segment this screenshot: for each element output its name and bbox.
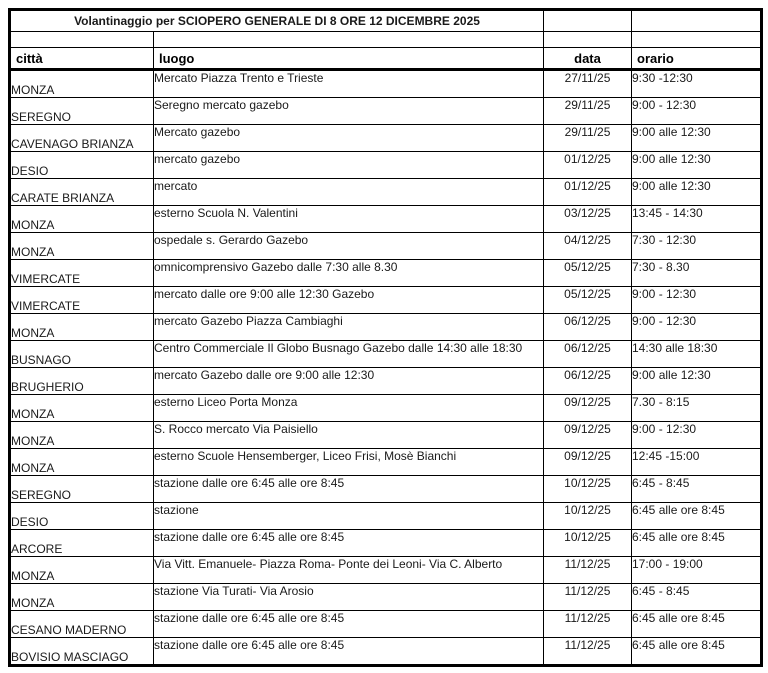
cell-citta: BRUGHERIO <box>10 368 154 395</box>
cell-data: 05/12/25 <box>544 260 632 287</box>
cell-luogo: Mercato Piazza Trento e Trieste <box>154 70 544 98</box>
strike-schedule-table <box>8 8 763 667</box>
cell-orario: 6:45 alle ore 8:45 <box>632 530 762 557</box>
table-row <box>10 152 762 179</box>
cell-orario: 6:45 alle ore 8:45 <box>632 638 762 666</box>
cell-data: 11/12/25 <box>544 638 632 666</box>
cell-citta: MONZA <box>10 233 154 260</box>
cell-citta: MONZA <box>10 422 154 449</box>
cell-orario: 9:30 -12:30 <box>632 70 762 98</box>
cell-luogo: S. Rocco mercato Via Paisiello <box>154 422 544 449</box>
cell-luogo: Mercato gazebo <box>154 125 544 152</box>
cell-data: 29/11/25 <box>544 98 632 125</box>
cell-citta: CARATE BRIANZA <box>10 179 154 206</box>
cell-citta: BOVISIO MASCIAGO <box>10 638 154 666</box>
cell-citta: SEREGNO <box>10 476 154 503</box>
cell-citta: BUSNAGO <box>10 341 154 368</box>
cell-luogo: esterno Liceo Porta Monza <box>154 395 544 422</box>
cell-data: 10/12/25 <box>544 476 632 503</box>
column-header-citta: città <box>10 48 154 70</box>
table-row <box>10 206 762 233</box>
table-row <box>10 125 762 152</box>
cell-citta: CESANO MADERNO <box>10 611 154 638</box>
table-header-row <box>10 48 762 70</box>
cell-orario: 9:00 - 12:30 <box>632 314 762 341</box>
cell-data: 29/11/25 <box>544 125 632 152</box>
table-row <box>10 476 762 503</box>
empty-cell <box>632 10 762 32</box>
empty-cell <box>632 32 762 48</box>
table-row <box>10 557 762 584</box>
cell-luogo: mercato Gazebo dalle ore 9:00 alle 12:30 <box>154 368 544 395</box>
cell-citta: MONZA <box>10 70 154 98</box>
cell-luogo: stazione dalle ore 6:45 alle ore 8:45 <box>154 611 544 638</box>
cell-citta: ARCORE <box>10 530 154 557</box>
column-header-orario: orario <box>632 48 762 70</box>
cell-data: 05/12/25 <box>544 287 632 314</box>
cell-luogo: esterno Scuole Hensemberger, Liceo Frisi, Mosè Bianchi <box>154 449 544 476</box>
cell-data: 10/12/25 <box>544 530 632 557</box>
cell-orario: 12:45 -15:00 <box>632 449 762 476</box>
cell-orario: 9:00 alle 12:30 <box>632 368 762 395</box>
cell-orario: 6:45 - 8:45 <box>632 476 762 503</box>
table-row <box>10 368 762 395</box>
cell-orario: 9:00 - 12:30 <box>632 98 762 125</box>
cell-data: 09/12/25 <box>544 449 632 476</box>
cell-luogo: mercato Gazebo Piazza Cambiaghi <box>154 314 544 341</box>
table-row <box>10 611 762 638</box>
spacer-row <box>10 32 762 48</box>
cell-orario: 6:45 alle ore 8:45 <box>632 611 762 638</box>
cell-luogo: stazione dalle ore 6:45 alle ore 8:45 <box>154 638 544 666</box>
cell-orario: 7:30 - 8.30 <box>632 260 762 287</box>
cell-data: 10/12/25 <box>544 503 632 530</box>
cell-luogo: stazione Via Turati- Via Arosio <box>154 584 544 611</box>
cell-citta: SEREGNO <box>10 98 154 125</box>
cell-luogo: mercato gazebo <box>154 152 544 179</box>
table-row <box>10 287 762 314</box>
cell-citta: MONZA <box>10 206 154 233</box>
cell-citta: MONZA <box>10 314 154 341</box>
cell-luogo: Seregno mercato gazebo <box>154 98 544 125</box>
table-row <box>10 260 762 287</box>
cell-luogo: stazione dalle ore 6:45 alle ore 8:45 <box>154 476 544 503</box>
cell-data: 11/12/25 <box>544 557 632 584</box>
table-row <box>10 98 762 125</box>
cell-data: 04/12/25 <box>544 233 632 260</box>
cell-data: 06/12/25 <box>544 314 632 341</box>
title-row <box>10 10 762 32</box>
cell-citta: MONZA <box>10 449 154 476</box>
cell-orario: 14:30 alle 18:30 <box>632 341 762 368</box>
cell-orario: 7.30 - 8:15 <box>632 395 762 422</box>
cell-data: 09/12/25 <box>544 422 632 449</box>
cell-data: 11/12/25 <box>544 611 632 638</box>
cell-citta: MONZA <box>10 395 154 422</box>
table-row <box>10 503 762 530</box>
cell-data: 09/12/25 <box>544 395 632 422</box>
cell-data: 03/12/25 <box>544 206 632 233</box>
cell-luogo: stazione dalle ore 6:45 alle ore 8:45 <box>154 530 544 557</box>
empty-cell <box>544 10 632 32</box>
cell-data: 06/12/25 <box>544 341 632 368</box>
cell-citta: DESIO <box>10 152 154 179</box>
empty-cell <box>154 32 544 48</box>
cell-citta: CAVENAGO BRIANZA <box>10 125 154 152</box>
cell-orario: 9:00 - 12:30 <box>632 287 762 314</box>
cell-luogo: mercato <box>154 179 544 206</box>
cell-citta: VIMERCATE <box>10 260 154 287</box>
cell-citta: VIMERCATE <box>10 287 154 314</box>
table-row <box>10 584 762 611</box>
empty-cell <box>544 32 632 48</box>
cell-orario: 9:00 alle 12:30 <box>632 125 762 152</box>
cell-data: 27/11/25 <box>544 70 632 98</box>
cell-luogo: omnicomprensivo Gazebo dalle 7:30 alle 8.30 <box>154 260 544 287</box>
cell-orario: 6:45 - 8:45 <box>632 584 762 611</box>
column-header-data: data <box>544 48 632 70</box>
cell-luogo: stazione <box>154 503 544 530</box>
cell-data: 01/12/25 <box>544 152 632 179</box>
cell-orario: 9:00 alle 12:30 <box>632 179 762 206</box>
table-row <box>10 314 762 341</box>
empty-cell <box>10 32 154 48</box>
cell-data: 01/12/25 <box>544 179 632 206</box>
column-header-luogo: luogo <box>154 48 544 70</box>
cell-luogo: esterno Scuola N. Valentini <box>154 206 544 233</box>
page-title: Volantinaggio per SCIOPERO GENERALE DI 8 ORE 12 DICEMBRE 2025 <box>10 10 544 32</box>
cell-orario: 17:00 - 19:00 <box>632 557 762 584</box>
cell-orario: 13:45 - 14:30 <box>632 206 762 233</box>
cell-orario: 7:30 - 12:30 <box>632 233 762 260</box>
cell-orario: 6:45 alle ore 8:45 <box>632 503 762 530</box>
table-row <box>10 233 762 260</box>
cell-orario: 9:00 - 12:30 <box>632 422 762 449</box>
cell-citta: DESIO <box>10 503 154 530</box>
cell-orario: 9:00 alle 12:30 <box>632 152 762 179</box>
table-row <box>10 179 762 206</box>
table-row <box>10 70 762 98</box>
table-row <box>10 449 762 476</box>
cell-luogo: Via Vitt. Emanuele- Piazza Roma- Ponte dei Leoni- Via C. Alberto <box>154 557 544 584</box>
cell-data: 06/12/25 <box>544 368 632 395</box>
table-row <box>10 530 762 557</box>
cell-luogo: ospedale s. Gerardo Gazebo <box>154 233 544 260</box>
cell-data: 11/12/25 <box>544 584 632 611</box>
table-row <box>10 422 762 449</box>
cell-citta: MONZA <box>10 584 154 611</box>
table-row <box>10 395 762 422</box>
cell-luogo: Centro Commerciale Il Globo Busnago Gazebo dalle 14:30 alle 18:30 <box>154 341 544 368</box>
cell-citta: MONZA <box>10 557 154 584</box>
table-row <box>10 638 762 666</box>
table-row <box>10 341 762 368</box>
cell-luogo: mercato dalle ore 9:00 alle 12:30 Gazebo <box>154 287 544 314</box>
